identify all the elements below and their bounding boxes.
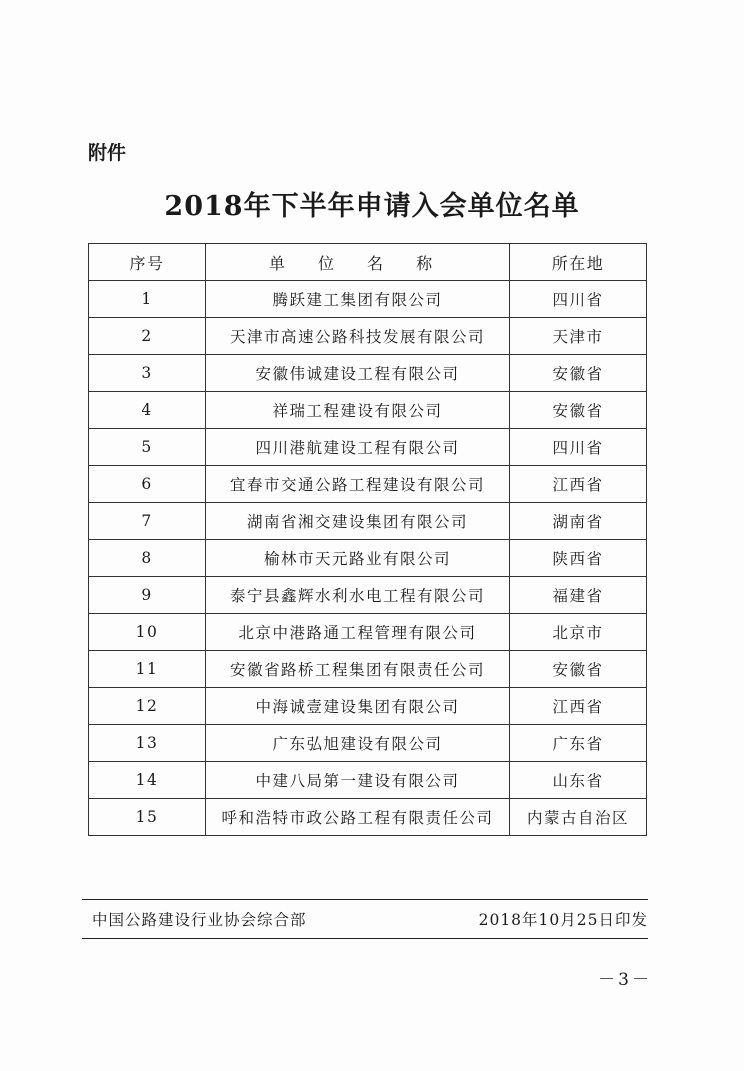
cell-serial-no: 13: [89, 725, 206, 762]
footer-top-rule: [82, 899, 648, 900]
cell-serial-no: 2: [89, 318, 206, 355]
table-row: [89, 540, 647, 577]
cell-serial-no: 3: [89, 355, 206, 392]
cell-location: 陕西省: [510, 540, 647, 577]
cell-serial-no: 15: [89, 799, 206, 836]
cell-unit-name: 四川港航建设工程有限公司: [206, 429, 510, 466]
cell-unit-name: 广东弘旭建设有限公司: [206, 725, 510, 762]
table-row: [89, 503, 647, 540]
header-unit-name: 单 位 名 称: [206, 244, 510, 281]
footer-date: 2018年10月25日印发: [478, 911, 648, 929]
cell-location: 湖南省: [510, 503, 647, 540]
cell-unit-name: 湖南省湘交建设集团有限公司: [206, 503, 510, 540]
cell-serial-no: 1: [89, 281, 206, 318]
table-row: [89, 466, 647, 503]
cell-serial-no: 6: [89, 466, 206, 503]
table-row: [89, 429, 647, 466]
cell-serial-no: 12: [89, 688, 206, 725]
cell-serial-no: 7: [89, 503, 206, 540]
table-body: [89, 281, 647, 836]
cell-location: 北京市: [510, 614, 647, 651]
table-row: [89, 392, 647, 429]
cell-unit-name: 腾跃建工集团有限公司: [206, 281, 510, 318]
cell-location: 内蒙古自治区: [510, 799, 647, 836]
cell-location: 四川省: [510, 281, 647, 318]
cell-unit-name: 中建八局第一建设有限公司: [206, 762, 510, 799]
cell-unit-name: 祥瑞工程建设有限公司: [206, 392, 510, 429]
table-row: [89, 725, 647, 762]
cell-location: 山东省: [510, 762, 647, 799]
cell-location: 江西省: [510, 688, 647, 725]
cell-location: 四川省: [510, 429, 647, 466]
table-row: [89, 577, 647, 614]
attachment-label: 附件: [88, 142, 127, 164]
table-row: [89, 762, 647, 799]
cell-serial-no: 10: [89, 614, 206, 651]
cell-serial-no: 9: [89, 577, 206, 614]
table-row: [89, 688, 647, 725]
cell-serial-no: 4: [89, 392, 206, 429]
cell-unit-name: 安徽伟诚建设工程有限公司: [206, 355, 510, 392]
table-row: [89, 799, 647, 836]
cell-unit-name: 安徽省路桥工程集团有限责任公司: [206, 651, 510, 688]
table-header-row: [89, 244, 647, 281]
cell-serial-no: 14: [89, 762, 206, 799]
cell-serial-no: 8: [89, 540, 206, 577]
table-row: [89, 651, 647, 688]
cell-location: 福建省: [510, 577, 647, 614]
cell-unit-name: 呼和浩特市政公路工程有限责任公司: [206, 799, 510, 836]
cell-serial-no: 11: [89, 651, 206, 688]
cell-unit-name: 中海诚壹建设集团有限公司: [206, 688, 510, 725]
cell-location: 安徽省: [510, 392, 647, 429]
page-number: －3－: [598, 970, 652, 990]
footer-issuer: 中国公路建设行业协会综合部: [92, 911, 307, 929]
cell-location: 天津市: [510, 318, 647, 355]
footer-bottom-rule: [82, 938, 648, 939]
cell-unit-name: 北京中港路通工程管理有限公司: [206, 614, 510, 651]
table-row: [89, 614, 647, 651]
cell-unit-name: 天津市高速公路科技发展有限公司: [206, 318, 510, 355]
table-row: [89, 355, 647, 392]
cell-unit-name: 宜春市交通公路工程建设有限公司: [206, 466, 510, 503]
cell-location: 安徽省: [510, 355, 647, 392]
cell-location: 安徽省: [510, 651, 647, 688]
cell-serial-no: 5: [89, 429, 206, 466]
cell-unit-name: 泰宁县鑫辉水利水电工程有限公司: [206, 577, 510, 614]
page-title: 2018年下半年申请入会单位名单: [164, 191, 580, 222]
header-serial-no: 序号: [89, 244, 206, 281]
table-row: [89, 281, 647, 318]
cell-location: 江西省: [510, 466, 647, 503]
header-location: 所在地: [510, 244, 647, 281]
table-row: [89, 318, 647, 355]
cell-location: 广东省: [510, 725, 647, 762]
cell-unit-name: 榆林市天元路业有限公司: [206, 540, 510, 577]
applicant-table: [88, 243, 647, 836]
